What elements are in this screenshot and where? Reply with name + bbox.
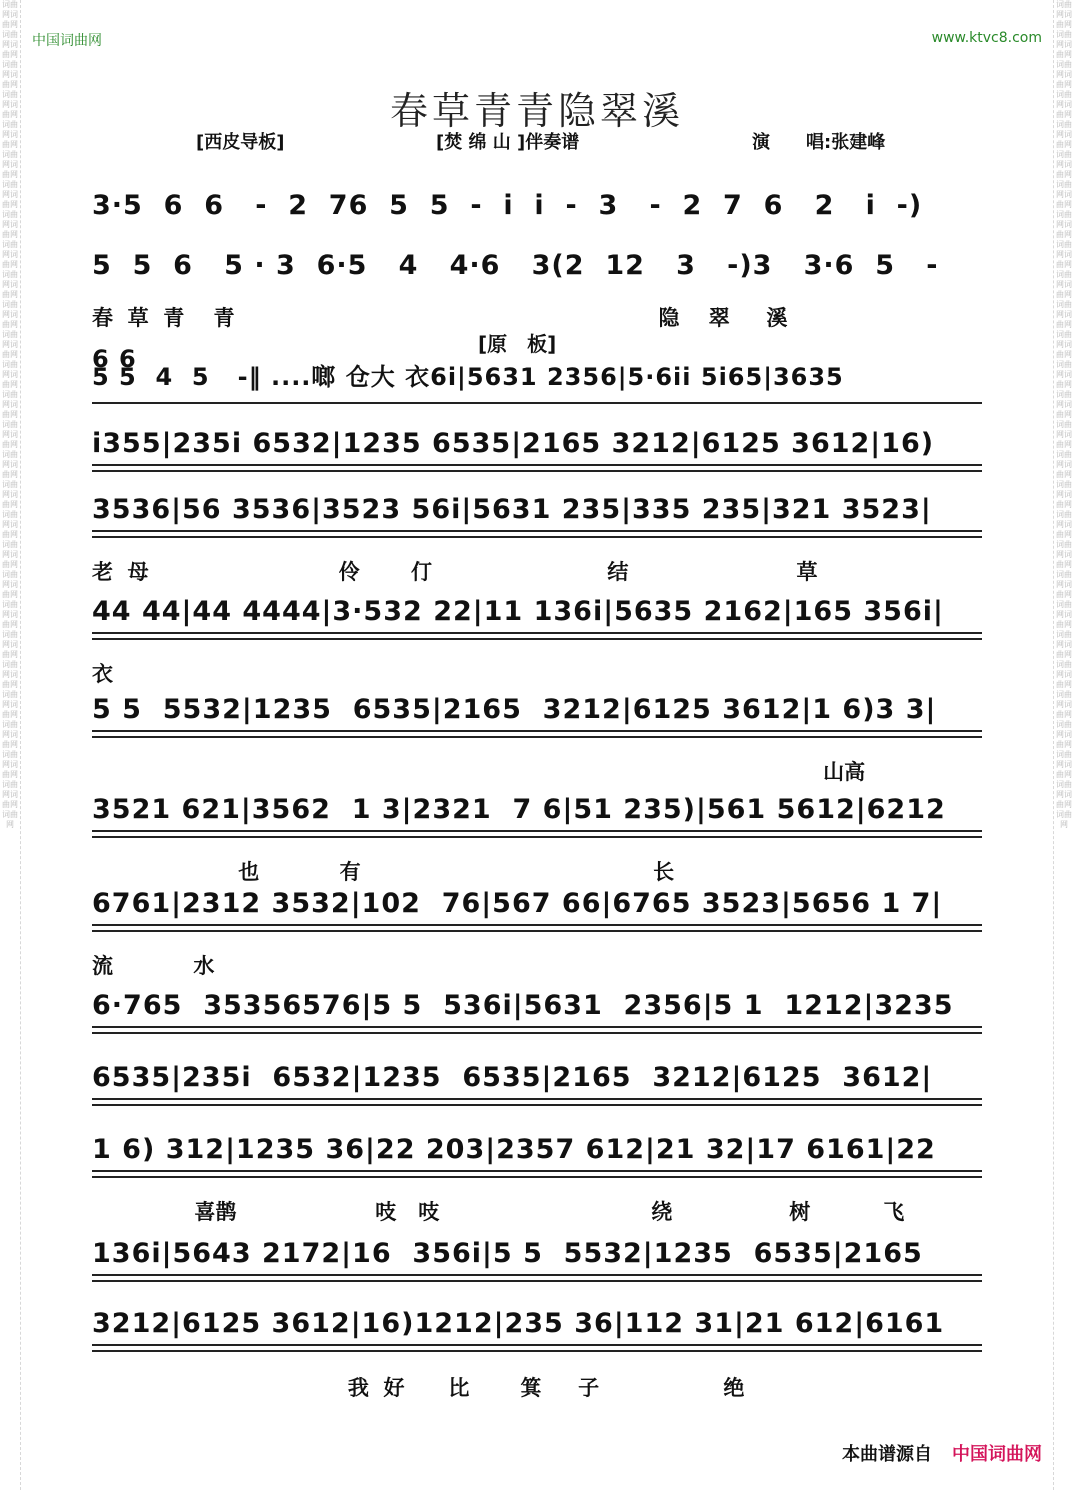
underline-rule xyxy=(92,730,982,732)
lyric-line-6: 流 水 xyxy=(92,954,215,978)
notation-line-12: 1 6) 312|1235 36|22 203|2357 612|21 32|17 6161|22 xyxy=(92,1134,936,1165)
notation-line-14: 3212|6125 3612|16)1212|235 36|112 31|21 612|6161 xyxy=(92,1308,945,1339)
footer-brand-link[interactable]: 中国词曲网 xyxy=(952,1444,1042,1465)
underline-rule xyxy=(92,464,982,466)
notation-line-9: 6761|2312 3532|102 76|567 66|6765 3523|5656 1 7| xyxy=(92,888,943,919)
notation-line-10: 6·765 35356576|5 5 536i|5631 2356|5 1 1212|3235 xyxy=(92,990,954,1021)
lyric-line-3: 衣 xyxy=(92,662,113,686)
underline-rule xyxy=(92,536,982,538)
underline-rule xyxy=(92,924,982,926)
notation-line-13: 136i|5643 2172|16 356i|5 5 5532|1235 6535|2165 xyxy=(92,1238,923,1269)
underline-rule xyxy=(92,1350,982,1352)
notation-line-4: i355|235i 6532|1235 6535|2165 3212|6125 3612|16) xyxy=(92,428,935,459)
underline-rule xyxy=(92,530,982,532)
underline-rule xyxy=(92,1344,982,1346)
banqiang-label: [西皮导板] xyxy=(196,132,285,153)
site-url-top-right[interactable]: www.ktvc8.com xyxy=(931,30,1042,46)
underline-rule xyxy=(92,736,982,738)
notation-line-6: 44 44|44 4444|3·532 22|11 136i|5635 2162|165 356i| xyxy=(92,596,944,627)
underline-rule xyxy=(92,1176,982,1178)
site-name-top-left[interactable]: 中国词曲网 xyxy=(32,33,102,49)
underline-rule xyxy=(92,1104,982,1106)
notation-line-2: 5 5 6 5 · 3 6·5 4 4·6 3(2 12 3 -)3 3·6 5 - xyxy=(92,250,939,281)
lyric-line-5: 也 有 长 xyxy=(92,860,675,884)
opera-source: [焚 绵 山 ]伴奏谱 xyxy=(436,132,580,153)
lyric-line-4: 山高 xyxy=(92,760,866,784)
underline-rule xyxy=(92,1274,982,1276)
underline-rule xyxy=(92,632,982,634)
footer-source-prefix: 本曲谱源自 xyxy=(842,1444,932,1465)
underline-rule xyxy=(92,836,982,838)
underline-rule xyxy=(92,930,982,932)
notation-line-3: 6 6 5 5 4 5 -‖ ....啷 仓大 衣6i|5631 2356|5·6ii 5i65|3635 xyxy=(92,345,844,391)
underline-rule xyxy=(92,1098,982,1100)
section-mark-yuanban: [原 板] xyxy=(478,332,557,356)
underline-rule xyxy=(92,1170,982,1172)
notation-line-1: 3·5 6 6 - 2 76 5 5 - i i - 3 - 2 7 6 2 i -) xyxy=(92,190,923,221)
notation-line-7: 5 5 5532|1235 6535|2165 3212|6125 3612|1 6)3 3| xyxy=(92,694,937,725)
underline-rule xyxy=(92,1032,982,1034)
side-watermark-right: 词曲网词曲网词曲网词曲网词曲网词曲网词曲网词曲网词曲网词曲网词曲网词曲网词曲网词曲网词曲网词曲网词曲网词曲网词曲网词曲网词曲网词曲网词曲网词曲网词曲网词曲网词曲网词曲网词曲网词曲网词曲网词曲网词曲网词曲网词曲网词曲网词曲网词曲网词曲网词曲网词曲网词曲网词曲网词曲网词曲网词曲网词曲网词曲网词曲网词曲网词曲网词曲网词曲网词曲网词曲网 xyxy=(1053,0,1074,1490)
song-title: 春草青青隐翠溪 xyxy=(389,89,684,133)
notation-line-11: 6535|235i 6532|1235 6535|2165 3212|6125 3612| xyxy=(92,1062,933,1093)
underline-rule xyxy=(92,402,982,404)
notation-line-8: 3521 621|3562 1 3|2321 7 6|51 235)|561 5612|6212 xyxy=(92,794,946,825)
notation-line-5: 3536|56 3536|3523 56i|5631 235|335 235|321 3523| xyxy=(92,494,932,525)
underline-rule xyxy=(92,638,982,640)
singer-credit: 演 唱:张建峰 xyxy=(752,132,886,153)
underline-rule xyxy=(92,1026,982,1028)
underline-rule xyxy=(92,830,982,832)
lyric-line-7: 喜鹊 吱 吱 绕 树 飞 xyxy=(92,1200,905,1224)
lyric-line-1: 春 草 青 青 隐 翠 溪 xyxy=(92,306,788,330)
underline-rule xyxy=(92,470,982,472)
side-watermark-left: 词曲网词曲网词曲网词曲网词曲网词曲网词曲网词曲网词曲网词曲网词曲网词曲网词曲网词曲网词曲网词曲网词曲网词曲网词曲网词曲网词曲网词曲网词曲网词曲网词曲网词曲网词曲网词曲网词曲网词曲网词曲网词曲网词曲网词曲网词曲网词曲网词曲网词曲网词曲网词曲网词曲网词曲网词曲网词曲网词曲网词曲网词曲网词曲网词曲网词曲网词曲网词曲网词曲网词曲网词曲网 xyxy=(0,0,21,1490)
underline-rule xyxy=(92,1280,982,1282)
lyric-line-2: 老 母 伶 仃 结 草 xyxy=(92,560,818,584)
lyric-line-8: 我 好 比 箕 子 绝 xyxy=(92,1376,745,1400)
